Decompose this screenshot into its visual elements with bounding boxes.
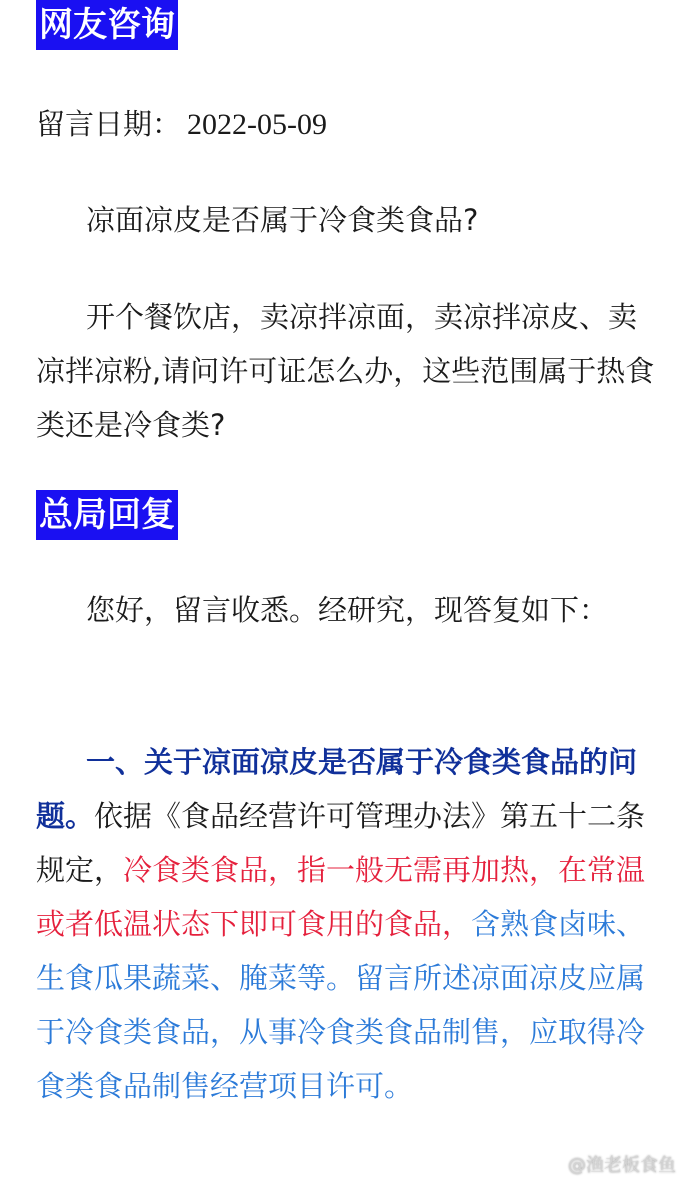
answer-basis: 依据《食品经营许可管理办法》第五十二条规定，	[36, 799, 646, 887]
weibo-watermark: @渔老板食鱼	[568, 1155, 676, 1176]
inquiry-section-header: 网友咨询	[36, 0, 178, 50]
message-date	[36, 102, 327, 147]
answer-paragraph	[36, 735, 656, 1113]
answer-heading: 一、关于凉面凉皮是否属于冷食类食品的问题。	[36, 745, 638, 833]
reply-greeting: 您好，留言收悉。经研究，现答复如下：	[86, 593, 609, 627]
question-paragraph: 凉面凉皮是否属于冷食类食品?	[86, 203, 479, 237]
answer-definition: 冷食类食品，指一般无需再加热，在常温或者低温状态下即可食用的食品，	[36, 853, 646, 941]
date-label: 留言日期：	[36, 107, 182, 141]
detail-paragraph: 开个餐饮店，卖凉拌凉面，卖凉拌凉皮、卖凉拌凉粉,请问许可证怎么办，这些范围属于热食类还是冷食类?	[36, 300, 655, 442]
date-value: 2022-05-09	[187, 108, 327, 141]
reply-section-header: 总局回复	[36, 490, 178, 540]
answer-conclusion: 含熟食卤味、生食瓜果蔬菜、腌菜等。留言所述凉面凉皮应属于冷食类食品，从事冷食类食品制售，应取得冷食类食品制售经营项目许可。	[36, 907, 646, 1103]
